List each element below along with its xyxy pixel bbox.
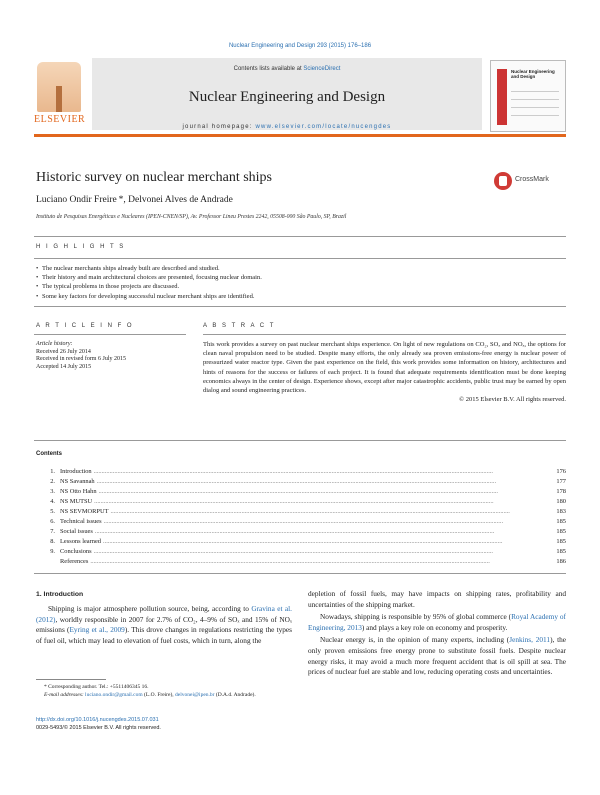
author-affiliation: Instituto de Pesquisas Energéticas e Nucleares (IPEN-CNEN/SP), Av. Professor Lineu Prestes 2242, 05508-000 São Paulo, SP, Brazil (36, 214, 347, 220)
section-divider (34, 573, 566, 574)
highlight-item: • Some key factors for developing successful nuclear merchant ships are identified. (36, 292, 262, 301)
highlight-item: • Their history and main architectural choices are presented, focusing nuclear domain. (36, 273, 262, 282)
journal-title: Nuclear Engineering and Design (188, 89, 386, 105)
elsevier-wordmark: ELSEVIER (34, 114, 86, 125)
body-column-left (36, 604, 292, 646)
abstract-copyright: © 2015 Elsevier B.V. All rights reserved. (459, 396, 566, 404)
highlight-item: • The typical problems in those projects are discussed. (36, 282, 262, 291)
footnotes (36, 683, 292, 699)
section-divider (34, 236, 566, 237)
email-link[interactable]: luciano.ondir@gmail.com (85, 692, 143, 698)
cover-line (511, 115, 559, 116)
toc-entry[interactable]: 8. Lessons learned .......................................................................................................................................................................................................................................................... 185 (50, 537, 566, 545)
toc-entry[interactable]: 2. NS Savannah .......................................................................................................................................................................................................................................................... 177 (50, 477, 566, 485)
journal-cover-thumbnail (490, 60, 566, 132)
body-paragraph: Nuclear energy is, in the opinion of many experts, including (Jenkins, 2011), the only proven emissions free energy prone to substitute fossil fuels. Despite nuclear energy risks, it may avoid a much more frequent accident that is oil spill at sea. The prices of nuclear fuel are stable and low, reducing operating costs and uncertainties. (308, 635, 566, 677)
highlights-heading: H I G H L I G H T S (36, 244, 126, 250)
elsevier-tree-icon (37, 62, 81, 112)
section-divider (34, 306, 566, 307)
article-info-divider (34, 334, 186, 335)
doi-block (36, 716, 161, 732)
cover-line (511, 91, 559, 92)
citation-link[interactable]: Jenkins, 2011 (509, 635, 551, 645)
toc-entry[interactable]: 6. Technical issues .......................................................................................................................................................................................................................................................... 185 (50, 517, 566, 525)
citation-link[interactable]: Gravina et al. (2012) (36, 604, 292, 624)
article-info-heading: A R T I C L E I N F O (36, 323, 134, 329)
section-heading-introduction: 1. Introduction (36, 591, 84, 598)
body-paragraph: depletion of fossil fuels, may have impacts on shipping rates, profitability and uncertainties of the shipping market. (308, 589, 566, 609)
citation-link[interactable]: Royal Academy of Engineering, 2013 (308, 612, 566, 632)
toc-entry[interactable]: 4. NS MUTSU .......................................................................................................................................................................................................................................................... 180 (50, 497, 566, 505)
email-link[interactable]: delvonei@ipen.br (175, 692, 215, 698)
toc-entry[interactable]: 7. Social issues .......................................................................................................................................................................................................................................................... 185 (50, 527, 566, 535)
corresponding-author-note: * Corresponding author. Tel.: +5511406345 16. (44, 684, 149, 690)
toc-entry[interactable]: 5. NS SEVMORPUT .......................................................................................................................................................................................................................................................... 183 (50, 507, 566, 515)
section-divider (34, 258, 566, 259)
contents-available: Contents lists available at ScienceDirect (233, 66, 341, 72)
highlight-item: • The nuclear merchants ships already built are described and studied. (36, 264, 262, 273)
history-label: Article history: (36, 341, 73, 347)
contents-heading: Contents (36, 451, 62, 457)
toc-entry[interactable]: 3. NS Otto Hahn .......................................................................................................................................................................................................................................................... 178 (50, 487, 566, 495)
section-divider (34, 440, 566, 441)
footnote-divider (36, 679, 106, 680)
email-note: E-mail addresses: luciano.ondir@gmail.com (L.O. Freire), delvonei@ipen.br (D.A.d. Andrade). (44, 692, 256, 698)
toc-entry[interactable]: References .......................................................................................................................................................................................................................................................... 186 (60, 557, 566, 565)
article-authors: Luciano Ondir Freire *, Delvonei Alves de Andrade (36, 195, 233, 205)
revised-date: Received in revised form 6 July 2015 (36, 356, 126, 363)
citation-link[interactable]: Eyring et al., 2009 (69, 625, 125, 635)
issn-line: 0029-5493/© 2015 Elsevier B.V. All rights reserved. (36, 725, 161, 731)
journal-masthead (92, 58, 482, 130)
article-title: Historic survey on nuclear merchant ships (36, 170, 272, 185)
crossmark-icon (494, 172, 512, 190)
cover-line (511, 99, 559, 100)
abstract-heading: A B S T R A C T (203, 323, 276, 329)
abstract-divider (203, 334, 566, 335)
cover-title: Nuclear Engineering and Design (511, 69, 555, 79)
received-date: Received 26 July 2014 (36, 348, 91, 355)
header-divider (34, 134, 566, 137)
elsevier-logo (34, 62, 84, 134)
abstract-body (203, 340, 566, 404)
journal-reference[interactable]: Nuclear Engineering and Design 293 (2015) 176–186 (228, 43, 372, 49)
cover-line (511, 107, 559, 108)
abstract-text: This work provides a survey on past nuclear merchant ships experience. On light of new regulations on CO₂, SOₓ and NOₓ, the options for clean naval propulsion need to be studied. Despite many efforts, the only already sea proven emissions-free energy is nuclear power of pressurized water reactor type. Given the past experience on the field, this work provides some information on history, architectures and hints of reasons for the success or failures of each project. It is found that adequate requirements identification must be done keeping economics always in the center of design. Experience shows, except after major catastrophic accidents, public trust may be earned by open dialog and sound engineering practices. (203, 341, 566, 395)
crossmark-label: CrossMark (515, 176, 549, 183)
homepage-link[interactable]: www.elsevier.com/locate/nucengdes (255, 124, 392, 130)
sciencedirect-link[interactable]: ScienceDirect (303, 66, 341, 72)
table-of-contents (36, 466, 566, 566)
body-paragraph: Nowadays, shipping is responsible by 95% of global commerce (Royal Academy of Engineering, 2013) and plays a key role on economy and prosperity. (308, 612, 566, 632)
accepted-date: Accepted 14 July 2015 (36, 363, 92, 370)
highlights-list (36, 264, 262, 301)
journal-homepage: journal homepage: www.elsevier.com/locate/nucengdes (182, 124, 392, 130)
toc-entry[interactable]: 1. Introduction .......................................................................................................................................................................................................................................................... 176 (50, 467, 566, 475)
article-history (36, 341, 126, 371)
crossmark-badge[interactable] (494, 172, 566, 190)
body-paragraph: Shipping is major atmosphere pollution source, being, according to Gravina et al. (2012), worldly responsible in 2007 for 2.7% of CO₂, 4–9% of SOₓ and 15% of NOₓ emissions (Eyring et al., 2009). This drove changes in regulations restricting the types of fuel oil, which may lead to elevation of fuel costs, which in turn, along the (36, 604, 293, 645)
body-column-right (308, 589, 566, 680)
cover-band (497, 69, 507, 125)
doi-link[interactable]: http://dx.doi.org/10.1016/j.nucengdes.2015.07.031 (36, 717, 159, 723)
toc-entry[interactable]: 9. Conclusions .......................................................................................................................................................................................................................................................... 185 (50, 547, 566, 555)
